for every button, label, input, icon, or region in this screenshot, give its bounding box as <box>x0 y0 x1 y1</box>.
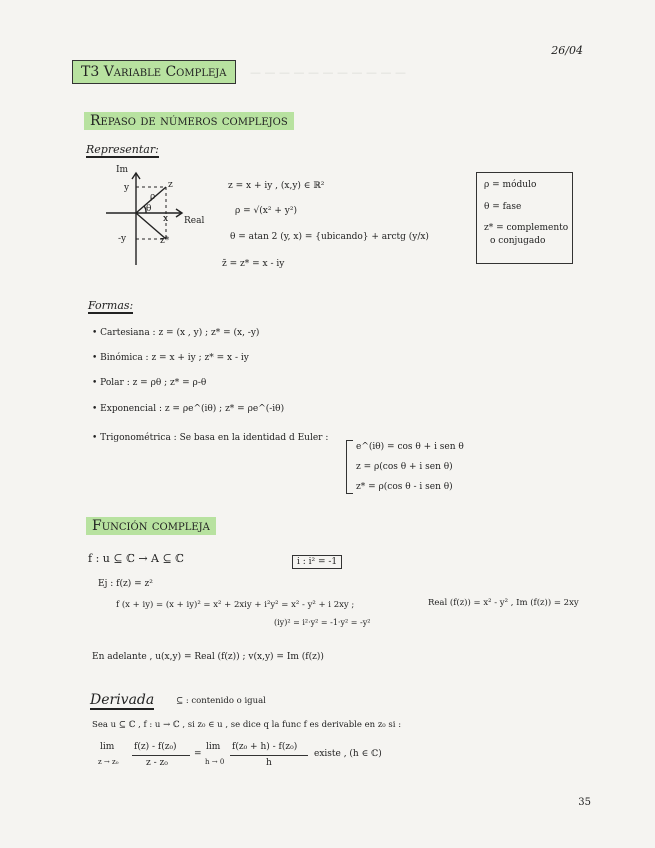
page-number: 35 <box>578 797 591 808</box>
limit-label: lim <box>100 742 115 752</box>
function-later: En adelante , u(x,y) = Real (f(z)) ; v(x,y) = Im (f(z)) <box>92 652 324 662</box>
theta-label: θ <box>146 204 152 214</box>
zconj-label: z* <box>160 236 170 246</box>
date: 26/04 <box>551 44 583 57</box>
limit-subscript: z → z₀ <box>98 758 119 766</box>
euler-z: z = ρ(cos θ + i sen θ) <box>356 462 453 472</box>
formula-phase: θ = atan 2 (y, x) = {ubicando} + arctg (y/x) <box>230 232 429 242</box>
form-exponential-text: Exponencial : z = ρe^(iθ) ; z* = ρe^(-iθ) <box>100 404 285 414</box>
fraction1-numerator: f(z) - f(z₀) <box>134 742 177 752</box>
function-expansion: f (x + iy) = (x + iy)² = x² + 2xiy + i²y² = x² - y² + i 2xy ; <box>116 600 355 610</box>
imaginary-unit-box: i : i² = -1 <box>292 555 342 569</box>
euler-brace <box>346 440 353 494</box>
section-heading-derivada: Derivada <box>90 692 155 708</box>
x-label: x <box>163 214 169 224</box>
form-trigonometric: • Trigonométrica : Se basa en la identidad d Euler : <box>92 433 329 443</box>
section-heading-repaso: Repaso de números complejos <box>84 112 294 130</box>
neg-y-label: -y <box>118 234 127 244</box>
formula-conjugate: z̄ = z* = x - iy <box>222 259 285 269</box>
form-exponential: • Exponencial : z = ρe^(iθ) ; z* = ρe^(-iθ) <box>92 404 285 414</box>
formula-binomial: z = x + iy , (x,y) ∈ ℝ² <box>228 181 325 191</box>
fraction2-denominator: h <box>266 758 272 768</box>
function-definition: f : u ⊆ ℂ → A ⊆ ℂ <box>88 552 184 565</box>
rho-label: ρ <box>150 192 156 202</box>
function-example: Ej : f(z) = z² <box>98 579 153 589</box>
derivative-side-note: ⊆ : contenido o igual <box>176 696 266 706</box>
representation-label: Representar: <box>86 143 159 156</box>
equals-sign: = <box>194 749 202 759</box>
form-cartesian: • Cartesiana : z = (x , y) ; z* = (x, -y) <box>92 328 260 338</box>
function-real-imag: Real (f(z)) = x² - y² , Im (f(z)) = 2xy <box>428 598 579 608</box>
forms-label: Formas: <box>88 299 134 312</box>
form-polar: • Polar : z = ρθ ; z* = ρ-θ <box>92 378 207 388</box>
fraction2-numerator: f(z₀ + h) - f(z₀) <box>232 742 298 752</box>
fraction1-denominator: z - z₀ <box>146 758 168 768</box>
derivative-exists: existe , (h ∈ ℂ) <box>314 749 382 759</box>
bleed-through: — — — — — — — — — — — <box>250 66 406 79</box>
euler-identity: e^(iθ) = cos θ + i sen θ <box>356 442 464 452</box>
section-heading-funcion: Función compleja <box>86 517 216 535</box>
function-note: (iy)² = i²·y² = -1·y² = -y² <box>274 618 371 627</box>
limit2-label: lim <box>206 742 221 752</box>
legend-module: ρ = módulo <box>484 180 537 190</box>
legend-complement: z* = complemento <box>484 223 569 233</box>
euler-zconj: z* = ρ(cos θ - i sen θ) <box>356 482 453 492</box>
form-trigonometric-text: Trigonométrica : Se basa en la identidad d Euler : <box>100 433 329 443</box>
form-cartesian-text: Cartesiana : z = (x , y) ; z* = (x, -y) <box>100 328 260 338</box>
real-label: Real <box>184 216 205 226</box>
page-title: T3 Variable Compleja <box>72 60 236 84</box>
legend-phase: θ = fase <box>484 202 522 212</box>
form-binomial: • Binómica : z = x + iy ; z* = x - iy <box>92 353 249 363</box>
limit2-subscript: h → 0 <box>205 758 225 766</box>
fraction2-bar <box>230 755 308 756</box>
z-label: z <box>168 180 173 190</box>
derivative-statement: Sea u ⊆ ℂ , f : u → ℂ , si z₀ ∈ u , se dice q la func f es derivable en z₀ si : <box>92 720 402 730</box>
formula-modulus: ρ = √(x² + y²) <box>235 206 297 216</box>
form-binomial-text: Binómica : z = x + iy ; z* = x - iy <box>100 353 249 363</box>
y-label: y <box>124 183 130 193</box>
im-label: Im <box>116 165 129 175</box>
fraction1-bar <box>132 755 190 756</box>
legend-conjugate: o conjugado <box>490 236 546 246</box>
form-polar-text: Polar : z = ρθ ; z* = ρ-θ <box>100 378 207 388</box>
